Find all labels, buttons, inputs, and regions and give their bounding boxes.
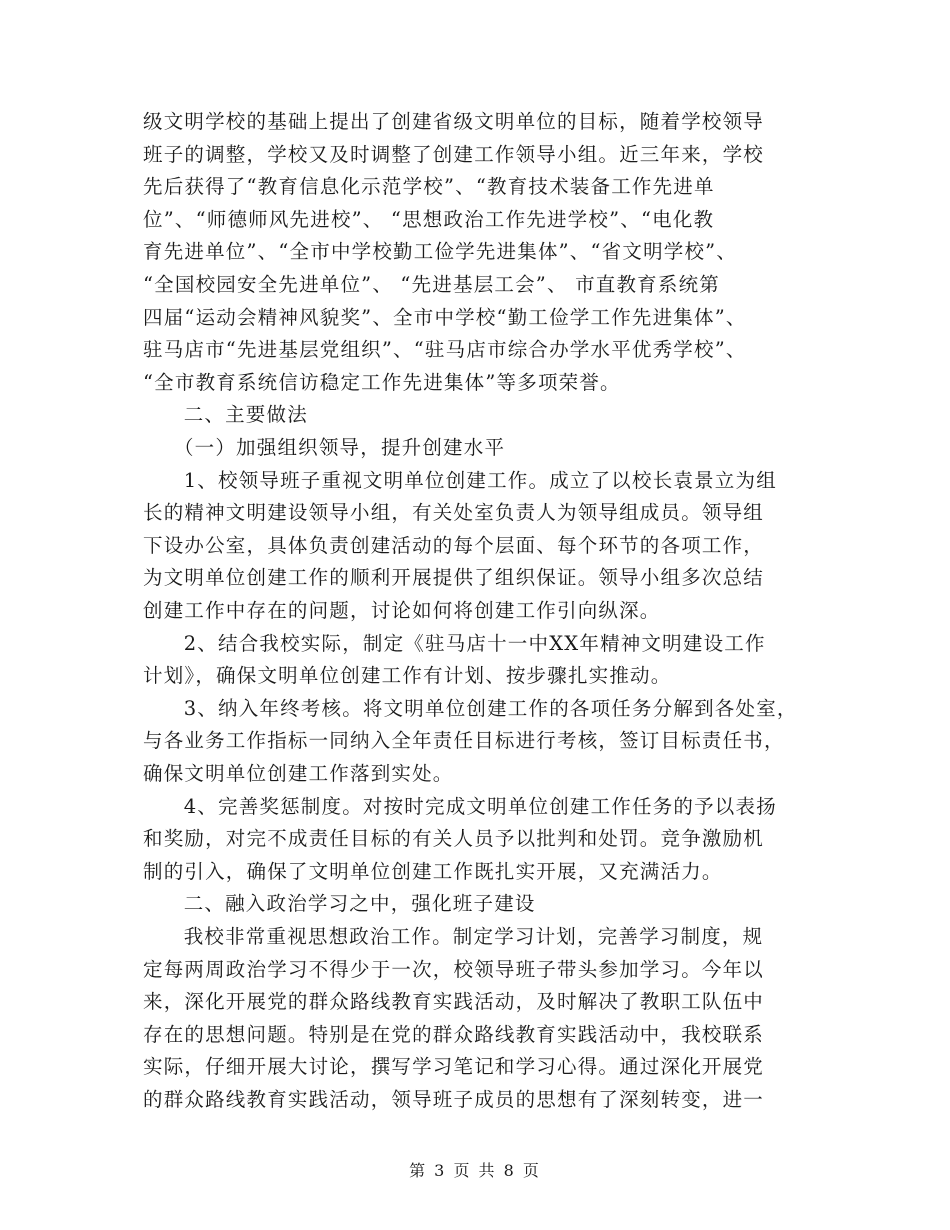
text-line: 为文明单位创建工作的顺利开展提供了组织保证。领导小组多次总结 [143, 566, 765, 590]
text-line: 来，深化开展党的群众路线教育实践活动，及时解决了教职工队伍中 [143, 990, 765, 1014]
text-line: 位”、“师德师风先进校”、 “思想政治工作先进学校”、“电化教 [143, 207, 715, 231]
text-line: （一）加强组织领导，提升创建水平 [163, 436, 506, 459]
text-line: 育先进单位”、“全市中学校勤工俭学先进集体”、“省文明学校”、 [143, 240, 738, 264]
text-line: 的群众路线教育实践活动，领导班子成员的思想有了深刻转变，进一 [143, 1088, 765, 1111]
text-line: 先后获得了“教育信息化示范学校”、“教育技术装备工作先进单 [143, 175, 715, 199]
text-line: 定每两周政治学习不得少于一次，校领导班子带头参加学习。今年以 [143, 957, 765, 981]
text-line: 4、完善奖惩制度。对按时完成文明单位创建工作任务的予以表扬 [163, 794, 777, 818]
text-line: 级文明学校的基础上提出了创建省级文明单位的目标，随着学校领导 [143, 110, 765, 133]
text-line: 确保文明单位创建工作落到实处。 [143, 762, 454, 785]
text-line: “全市教育系统信访稳定工作先进集体”等多项荣誉。 [143, 370, 621, 394]
text-line: 2、结合我校实际，制定《驻马店十一中XX年精神文明建设工作 [163, 631, 766, 655]
text-line: 下设办公室，具体负责创建活动的每个层面、每个环节的各项工作， [143, 533, 765, 557]
text-line: 四届“运动会精神风貌奖”、全市中学校“勤工俭学工作先进集体”、 [143, 305, 747, 329]
text-line: 创建工作中存在的问题，讨论如何将创建工作引向纵深。 [143, 599, 661, 622]
text-line: 班子的调整，学校又及时调整了创建工作领导小组。近三年来，学校 [143, 142, 765, 166]
text-line: 我校非常重视思想政治工作。制定学习计划，完善学习制度，规 [163, 925, 764, 948]
page-footer: 第 3 页 共 8 页 [409, 1161, 541, 1180]
text-line: 计划》，确保文明单位创建工作有计划、按步骤扎实推动。 [143, 664, 672, 688]
text-line: 1、校领导班子重视文明单位创建工作。成立了以校长袁景立为组 [163, 468, 777, 492]
text-line: 与各业务工作指标一同纳入全年责任目标进行考核，签订目标责任书， [143, 729, 785, 753]
text-line: 实际，仔细开展大讨论，撰写学习笔记和学习心得。通过深化开展党 [143, 1055, 765, 1079]
text-line: 制的引入，确保了文明单位创建工作既扎实开展，又充满活力。 [143, 859, 723, 883]
text-line: 驻马店市“先进基层党组织”、“驻马店市综合办学水平优秀学校”、 [143, 338, 747, 362]
text-line: “全国校园安全先进单位”、 “先进基层工会”、 市直教育系统第 [143, 273, 720, 296]
text-line: 和奖励，对完不成责任目标的有关人员予以批判和处罚。竞争激励机 [143, 827, 765, 851]
text-line: 长的精神文明建设领导小组，有关处室负责人为领导组成员。领导组 [143, 501, 765, 525]
text-line: 二、融入政治学习之中，强化班子建设 [163, 892, 536, 916]
text-line: 二、主要做法 [163, 403, 308, 427]
text-line: 存在的思想问题。特别是在党的群众路线教育实践活动中，我校联系 [143, 1022, 765, 1046]
text-line: 3、纳入年终考核。将文明单位创建工作的各项任务分解到各处室， [163, 696, 798, 720]
